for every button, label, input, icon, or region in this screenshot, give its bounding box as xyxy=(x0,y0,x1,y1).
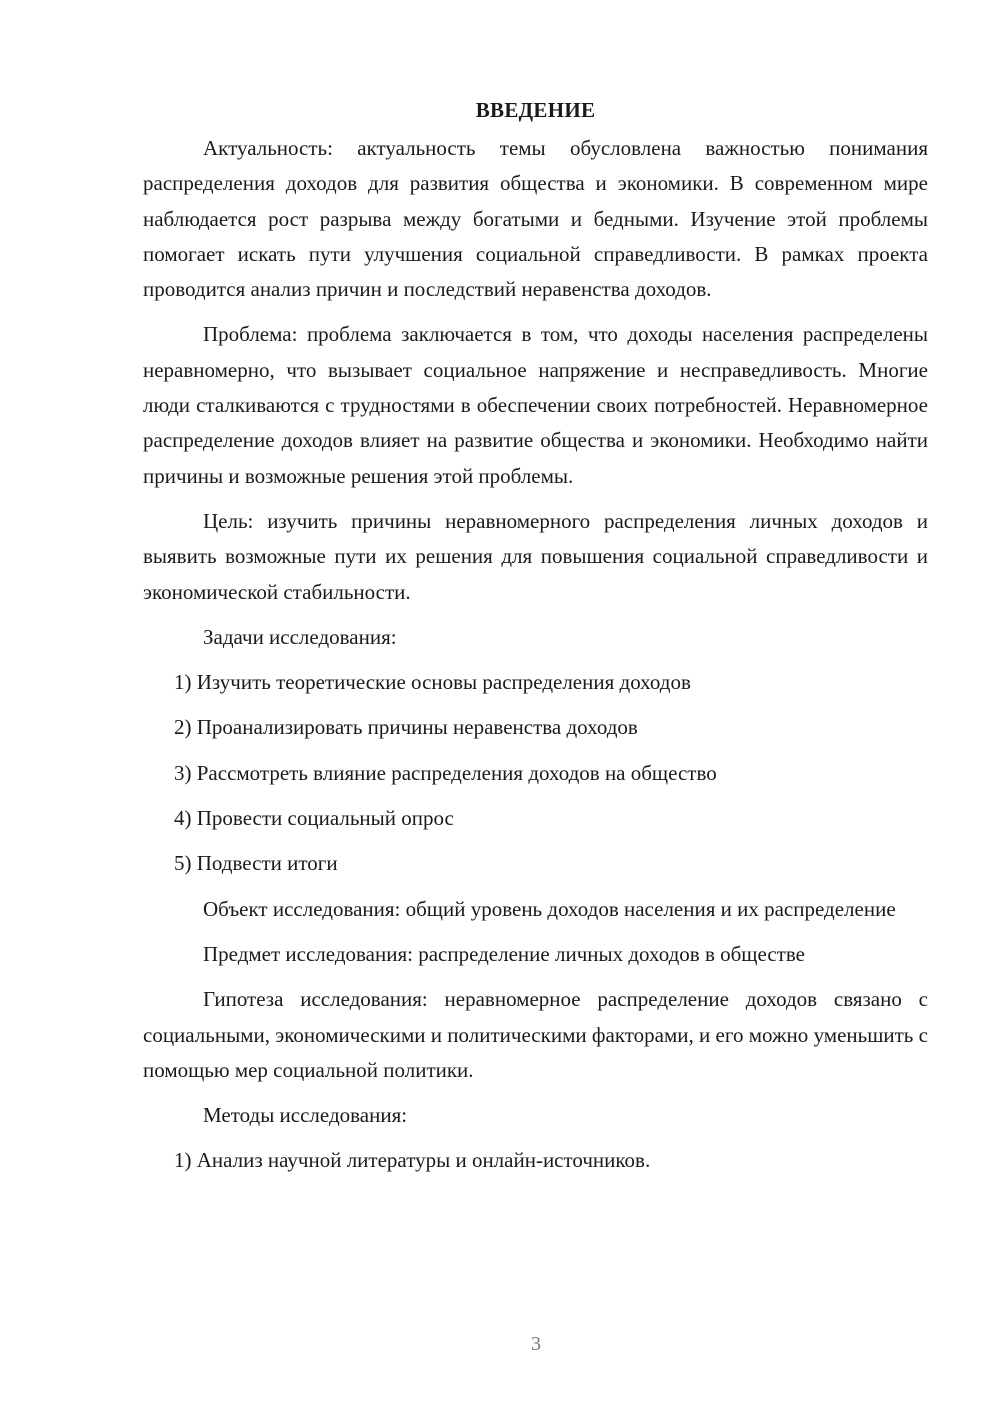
hypothesis-paragraph: Гипотеза исследования: неравномерное распределение доходов связано с социальными, экономическими и политическими факторами, и его можно уменьшить с помощью мер социальной политики. xyxy=(143,987,928,1082)
method-item: 1) Анализ научной литературы и онлайн-источников. xyxy=(174,1148,651,1173)
task-item: 1) Изучить теоретические основы распределения доходов xyxy=(174,670,691,695)
tasks-heading: Задачи исследования: xyxy=(203,624,397,649)
object-paragraph: Объект исследования: общий уровень доходов населения и их распределение xyxy=(203,896,896,921)
task-item: 5) Подвести итоги xyxy=(174,851,338,876)
subject-paragraph: Предмет исследования: распределение личных доходов в обществе xyxy=(203,941,805,966)
page-number: 3 xyxy=(531,1333,541,1355)
document-page xyxy=(143,95,928,1189)
task-item: 2) Проанализировать причины неравенства доходов xyxy=(174,715,638,740)
relevance-paragraph: Актуальность: актуальность темы обусловлена важностью понимания распределения доходов для развития общества и экономики. В современном мире наблюдается рост разрыва между богатыми и бедными. Изучение этой проблемы помогает искать пути улучшения социальной справедливости. В рамках проекта проводится анализ причин и последствий неравенства доходов. xyxy=(143,136,928,302)
methods-heading: Методы исследования: xyxy=(203,1103,408,1128)
problem-paragraph: Проблема: проблема заключается в том, что доходы населения распределены неравномерно, что вызывает социальное напряжение и несправедливость. Многие люди сталкиваются с трудностями в обеспечении своих потребностей. Неравномерное распределение доходов влияет на развитие общества и экономики. Необходимо найти причины и возможные решения этой проблемы. xyxy=(143,322,928,488)
task-item: 3) Рассмотреть влияние распределения доходов на общество xyxy=(174,760,717,785)
goal-paragraph: Цель: изучить причины неравномерного распределения личных доходов и выявить возможные пути их решения для повышения социальной справедливости и экономической стабильности. xyxy=(143,508,928,604)
task-item: 4) Провести социальный опрос xyxy=(174,806,454,831)
document-title: ВВЕДЕНИЕ xyxy=(475,98,596,122)
